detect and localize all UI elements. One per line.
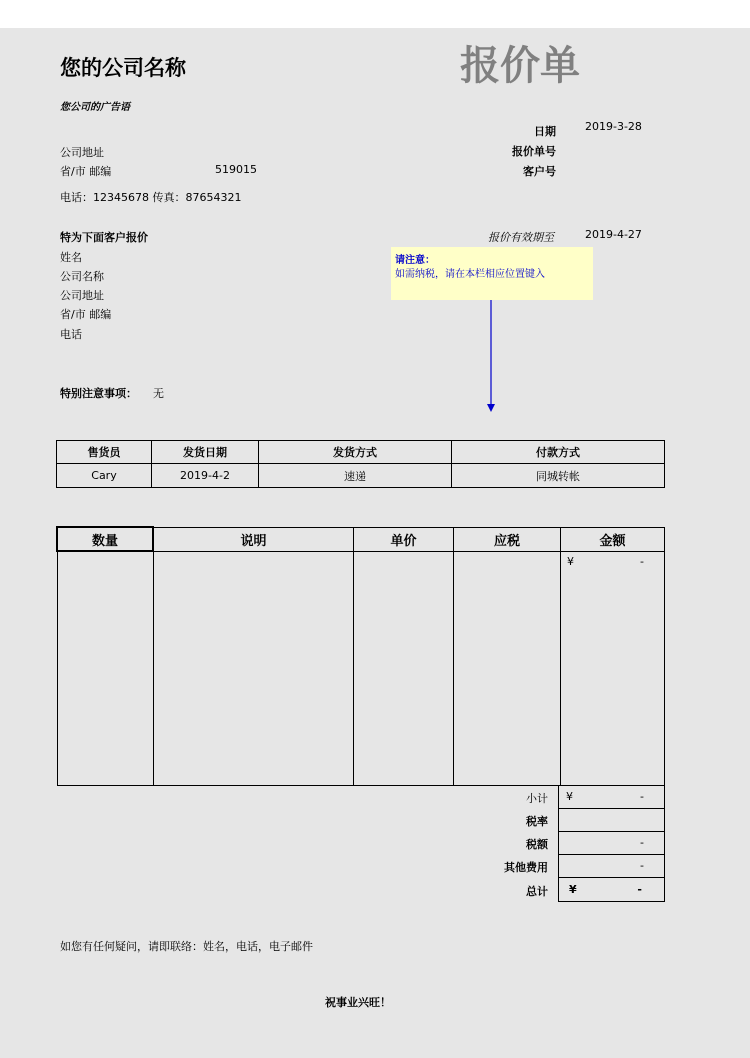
customer-address: 公司地址	[60, 289, 104, 302]
ship-method[interactable]: 速递	[259, 464, 452, 488]
header-unit-price: 单价	[354, 527, 454, 551]
customer-no-label: 客户号	[523, 165, 556, 178]
phone-fax: 电话：12345678 传真：87654321	[60, 191, 242, 204]
customer-phone: 电话	[60, 328, 82, 341]
slogan: 您公司的广告语	[60, 102, 130, 113]
subtotal-label: 小计	[526, 792, 548, 805]
header-quantity: 数量	[57, 527, 153, 551]
note-tooltip	[391, 247, 593, 300]
items-table	[56, 526, 665, 786]
closing-wish: 祝事业兴旺！	[325, 996, 391, 1009]
date-label: 日期	[534, 125, 556, 138]
tax-rate-field[interactable]	[558, 808, 665, 832]
quote-no-label: 报价单号	[512, 145, 556, 158]
date-value[interactable]: 2019-3-28	[585, 120, 642, 133]
total-label: 总计	[526, 885, 548, 898]
tax-label: 税额	[526, 838, 548, 851]
customer-name: 姓名	[60, 251, 82, 264]
header-description: 说明	[153, 527, 354, 551]
company-address: 公司地址	[60, 146, 104, 159]
taxable-cell[interactable]	[454, 551, 561, 785]
arrow-down-icon	[486, 300, 496, 412]
quantity-cell[interactable]	[57, 551, 153, 785]
note-title: 请注意：	[395, 255, 435, 266]
header-amount: 金额	[561, 527, 665, 551]
valid-date[interactable]: 2019-4-27	[585, 228, 642, 241]
payment-method[interactable]: 同城转帐	[452, 464, 665, 488]
zip: 519015	[215, 163, 257, 176]
other-fees-label: 其他费用	[504, 861, 548, 874]
header-ship-method: 发货方式	[259, 441, 452, 464]
header-payment: 付款方式	[452, 441, 665, 464]
tax-rate-label: 税率	[526, 815, 548, 828]
special-value: 无	[153, 387, 164, 400]
customer-city-zip: 省/市 邮编	[60, 308, 112, 321]
company-name: 您的公司名称	[60, 56, 186, 80]
valid-label: 报价有效期至	[488, 231, 554, 244]
special-label: 特别注意事项：	[60, 387, 137, 400]
company-city-zip: 省/市 邮编	[60, 165, 112, 178]
header-salesperson: 售货员	[57, 441, 152, 464]
total-field[interactable]: ¥ -	[558, 877, 665, 902]
description-cell[interactable]	[153, 551, 354, 785]
header-taxable: 应税	[454, 527, 561, 551]
tax-field[interactable]: -	[558, 831, 665, 855]
note-text: 如需纳税，请在本栏相应位置键入	[395, 269, 545, 280]
ship-date[interactable]: 2019-4-2	[152, 464, 259, 488]
customer-company: 公司名称	[60, 270, 104, 283]
amount-cell[interactable]	[561, 551, 665, 785]
other-fees-field[interactable]: -	[558, 854, 665, 878]
unit-price-cell[interactable]	[354, 551, 454, 785]
shipping-table	[56, 440, 665, 488]
subtotal-field[interactable]: ¥ -	[558, 785, 665, 809]
salesperson[interactable]: Cary	[57, 464, 152, 488]
header-ship-date: 发货日期	[152, 441, 259, 464]
amount-currency: ¥	[567, 554, 574, 568]
amount-value: -	[640, 554, 644, 568]
page-title: 报价单	[460, 43, 580, 89]
contact-note: 如您有任何疑问，请即联络：姓名，电话，电子邮件	[60, 940, 313, 953]
quote-sheet	[0, 28, 750, 1058]
customer-heading: 特为下面客户报价	[60, 231, 148, 244]
